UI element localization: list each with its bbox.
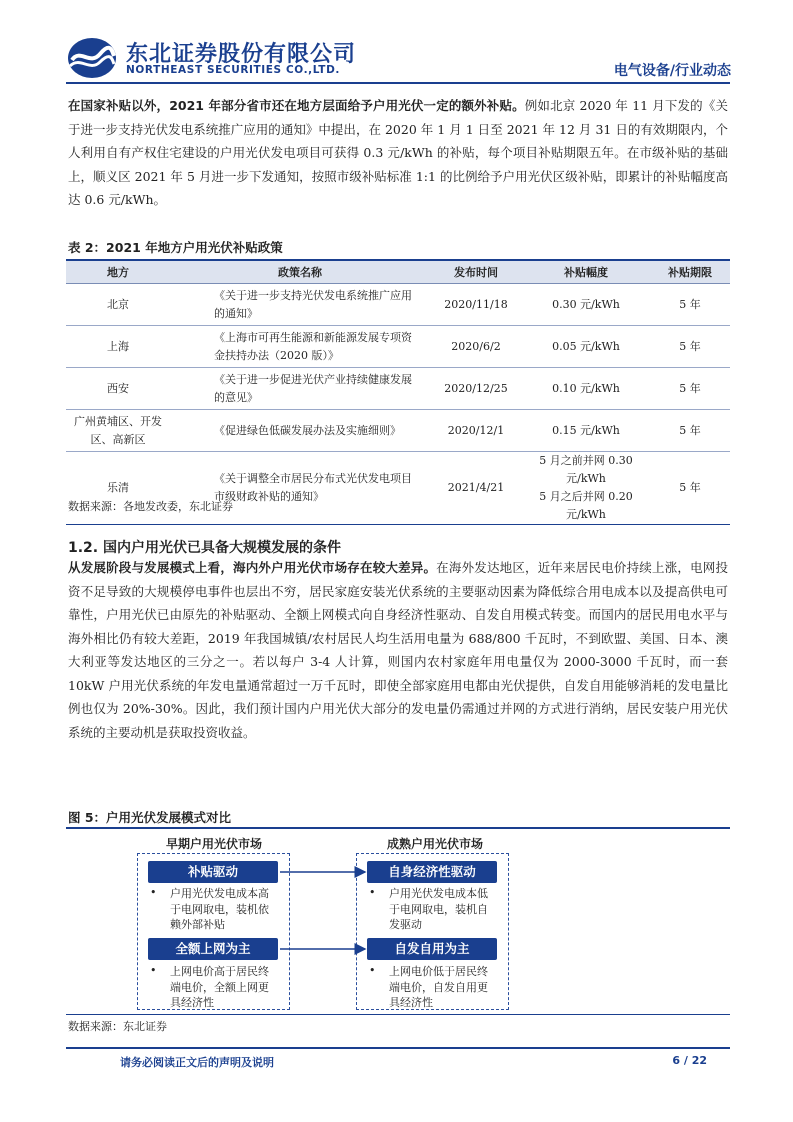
cell-period: 5 年 [650,284,730,326]
figure-title: 图 5：户用光伏发展模式对比 [68,810,232,825]
table-source: 数据来源：各地发改委，东北证券 [68,500,233,513]
early-market-label: 早期户用光伏市场 [165,837,262,851]
section-body: 在海外发达地区，近年来居民电价持续上涨，电网投资不足导致的大规模停电事件也层出不穷，居民家庭安装光伏系统的主要驱动因素为降低综合用电成本以及提高供电可靠性，户用光伏已由原先的补贴驱动、全额上网模式向自身经济性驱动、自发自用模式转变。而国内的居民用电水平与海外相比仍有较大差距，2019 年我国城镇/农村居民人均生活用电量为 688/800 千瓦时，不到欧盟、美国、日本、澳大利亚等发达地区的三分之一。若以每户 3-4 人计算，则国内农村家庭年用电量仅为 2000-3000 千瓦时，而一套 10kW 户用光伏系统的年发电量通常超过一万千瓦时，即使全部家庭用电都由光伏提供，自发自用能够消耗的发电量比例也仅为 20%-30%。因此，我们预计国内户用光伏大部分的发电量仍需通过并网的方式进行消纳，居民安装户用光伏系统的主要动机是获取投资收益。 [68,560,728,740]
col-header-policy: 政策名称 [170,261,430,284]
table-row [66,284,730,326]
table-row [66,326,730,368]
bullet-dot: • [369,886,376,899]
cell-place: 北京 [66,284,170,326]
page-number: 6 / 22 [672,1054,707,1067]
cell-policy: 《关于调整全市居民分布式光伏发电项目市级财政补贴的通知》 [170,452,430,525]
early-driver-text: 户用光伏发电成本高于电网取电，装机依赖外部补贴 [170,887,269,931]
table-row [66,410,730,452]
cell-amount-line1: 5 月之前并网 0.30 元/kWh [539,454,633,485]
figure-arrows [278,860,370,964]
mature-driver-text: 户用光伏发电成本低于电网取电，装机自发驱动 [389,887,488,931]
early-mode-text: 上网电价高于居民终端电价，全额上网更具经济性 [170,965,269,1009]
cell-period: 5 年 [650,410,730,452]
cell-policy: 《促进绿色低碳发展办法及实施细则》 [170,410,430,452]
cell-date: 2020/11/18 [430,284,522,326]
cell-amount: 0.15 元/kWh [522,410,650,452]
figure-top-rule [66,827,730,829]
col-header-place: 地方 [66,261,170,284]
col-header-date: 发布时间 [430,261,522,284]
intro-bold-lead: 在国家补贴以外，2021 年部分省市还在地方层面给予户用光伏一定的额外补贴。 [68,98,525,113]
cell-place: 上海 [66,326,170,368]
cell-period: 5 年 [650,368,730,410]
report-category: 电气设备/行业动态 [613,63,731,79]
table-row [66,368,730,410]
cell-policy: 《上海市可再生能源和新能源发展专项资金扶持办法（2020 版）》 [170,326,430,368]
table-header-row [66,261,730,284]
company-name-cn: 东北证券股份有限公司 [126,42,357,67]
header-divider [66,82,730,84]
cell-policy: 《关于进一步促进光伏产业持续健康发展的意见》 [170,368,430,410]
cell-amount-line2: 5 月之后并网 0.20 元/kWh [539,490,633,521]
company-name-en: NORTHEAST SECURITIES CO.,LTD. [126,64,340,76]
mature-mode-bar: 自发自用为主 [367,938,497,960]
section-title: 1.2. 国内户用光伏已具备大规模发展的条件 [68,540,341,556]
cell-place: 西安 [66,368,170,410]
cell-place: 广州黄埔区、开发区、高新区 [66,410,170,452]
cell-amount: 0.10 元/kWh [522,368,650,410]
figure-source: 数据来源：东北证券 [68,1020,167,1033]
cell-period: 5 年 [650,326,730,368]
mature-mode-text: 上网电价低于居民终端电价，自发自用更具经济性 [389,965,488,1009]
bullet-dot: • [369,964,376,977]
bullet-dot: • [150,964,157,977]
cell-place: 乐清 [66,452,170,525]
intro-paragraph [68,94,728,212]
col-header-amount: 补贴幅度 [522,261,650,284]
figure-bottom-rule [66,1014,730,1015]
footer-divider [66,1047,730,1049]
early-mode-bar: 全额上网为主 [148,938,278,960]
intro-body: 例如北京 2020 年 11 月下发的《关于进一步支持光伏发电系统推广应用的通知》中提出，在 2020 年 1 月 1 日至 2021 年 12 月 31 日的有效期限内，个人利用自有产权住宅建设的户用光伏发电项目可获得 0.3 元/kWh 的补贴，每个项目补贴期限五年。在市级补贴的基础上，顺义区 2021 年 5 月进一步下发通知，按照市级补贴标准 1:1 的比例给予户用光伏区级补贴，即累计的补贴幅度高达 0.6 元/kWh。 [68,98,728,207]
cell-date: 2020/6/2 [430,326,522,368]
bullet-dot: • [150,886,157,899]
footer-disclaimer: 请务必阅读正文后的声明及说明 [120,1056,274,1069]
cell-date: 2021/4/21 [430,452,522,525]
col-header-period: 补贴期限 [650,261,730,284]
northeast-securities-logo-icon [66,36,118,80]
mature-market-label: 成熟户用光伏市场 [386,837,483,851]
early-driver-bar: 补贴驱动 [148,861,278,883]
section-paragraph [68,556,728,744]
mature-driver-bar: 自身经济性驱动 [367,861,497,883]
cell-amount: 0.05 元/kWh [522,326,650,368]
cell-date: 2020/12/25 [430,368,522,410]
cell-policy: 《关于进一步支持光伏发电系统推广应用的通知》 [170,284,430,326]
section-bold-lead: 从发展阶段与发展模式上看，海内外户用光伏市场存在较大差异。 [68,560,437,575]
cell-amount [522,452,650,525]
cell-amount: 0.30 元/kWh [522,284,650,326]
cell-period: 5 年 [650,452,730,525]
table-title: 表 2：2021 年地方户用光伏补贴政策 [68,240,283,255]
subsidy-policy-table [66,261,730,525]
cell-date: 2020/12/1 [430,410,522,452]
